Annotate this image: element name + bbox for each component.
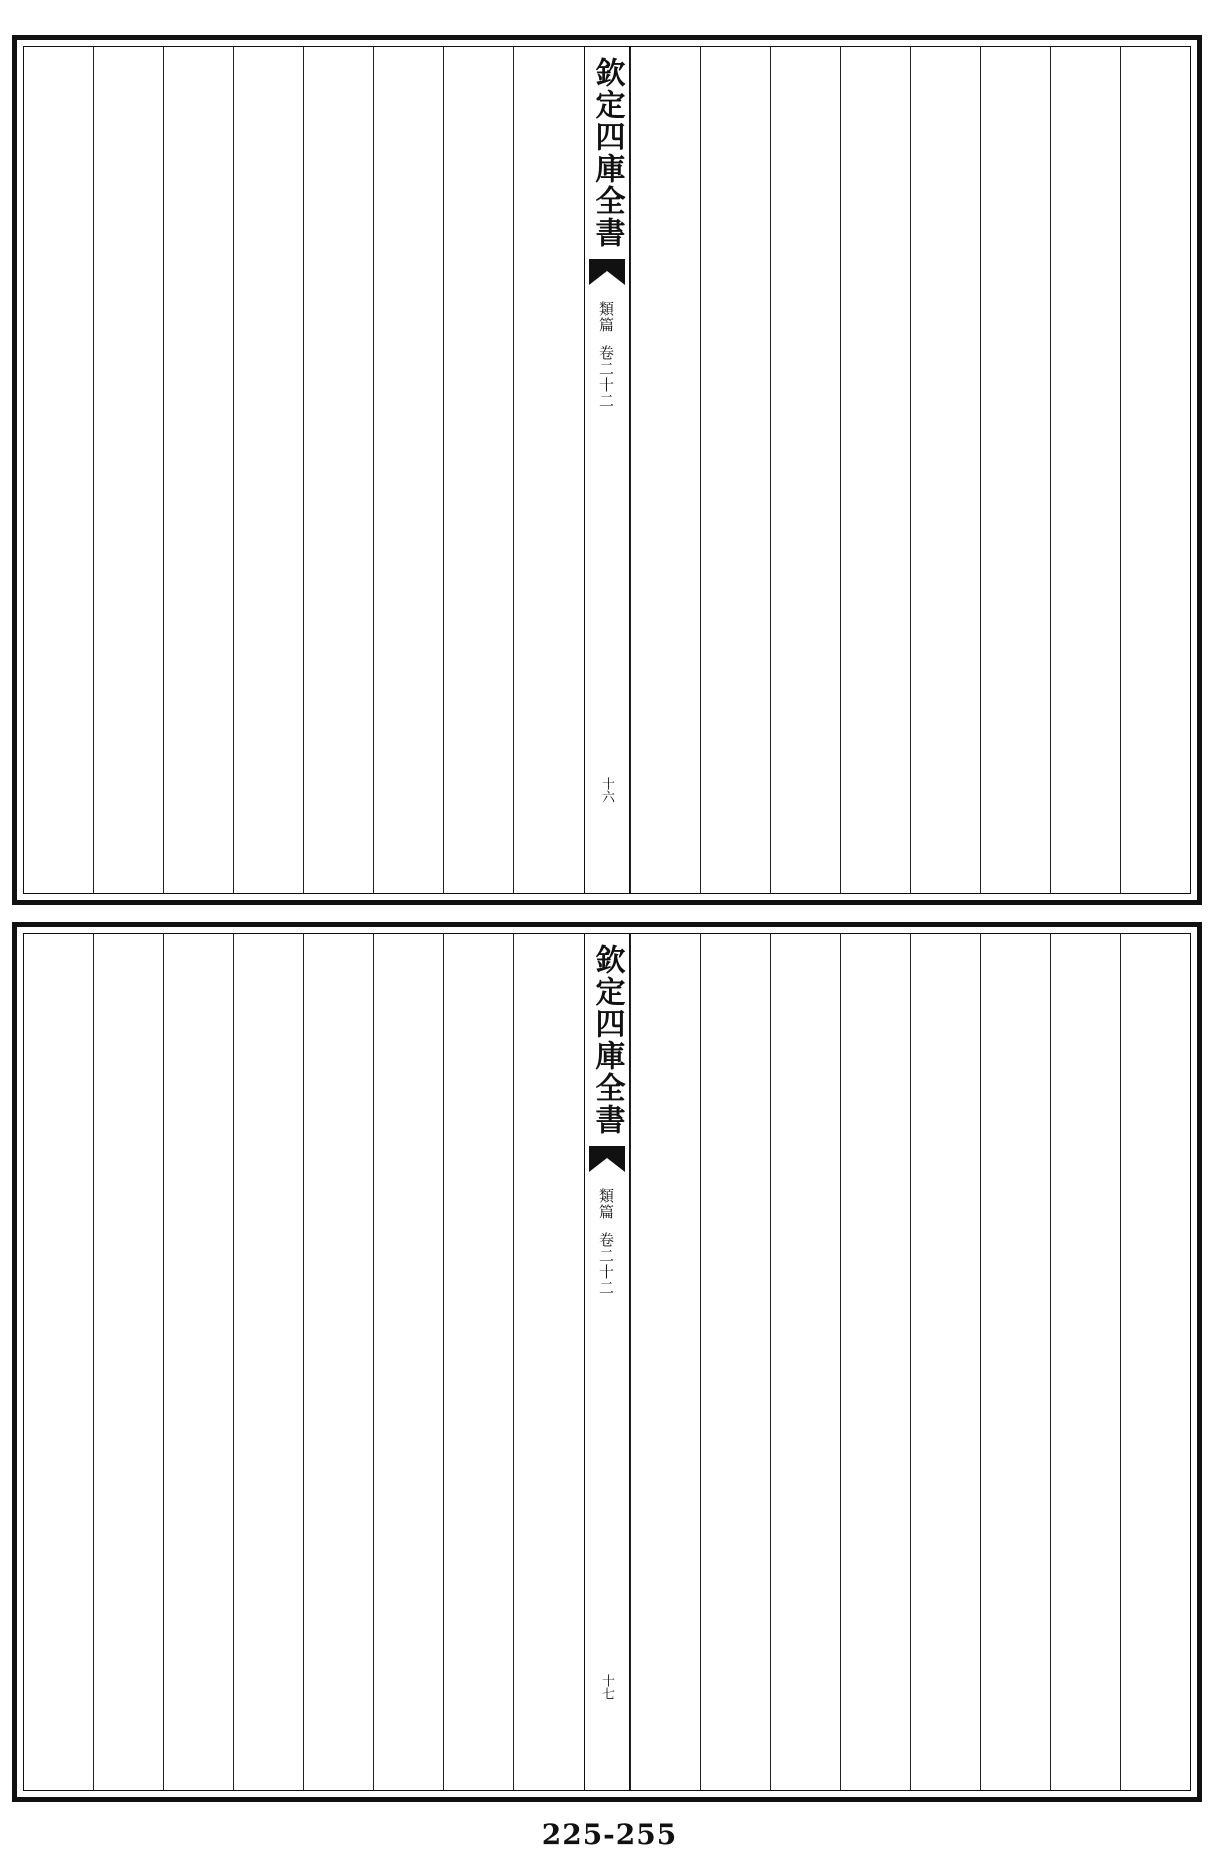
- upper-text-columns: [24, 47, 1190, 893]
- text-column: [163, 934, 233, 1790]
- upper-page-inner-frame: [23, 46, 1191, 894]
- text-column: [770, 934, 840, 1790]
- text-column: [233, 47, 303, 893]
- chapter-label: 卷二十二: [597, 345, 615, 409]
- text-column: [980, 934, 1050, 1790]
- block-heart-column: [584, 934, 630, 1790]
- text-column: [373, 47, 443, 893]
- section-label: 類篇: [597, 1188, 615, 1220]
- text-column: [233, 934, 303, 1790]
- lower-text-columns: [24, 934, 1190, 1790]
- text-column: [163, 47, 233, 893]
- text-column: [840, 47, 910, 893]
- text-column: [24, 47, 93, 893]
- text-column: [303, 934, 373, 1790]
- text-column: [373, 934, 443, 1790]
- text-column: [443, 934, 513, 1790]
- text-column: [1120, 934, 1190, 1790]
- upper-page-panel: [12, 35, 1202, 905]
- lower-page-inner-frame: [23, 933, 1191, 1791]
- fishtail-mark-icon: [589, 1146, 625, 1176]
- text-column: [513, 47, 583, 893]
- text-column: [513, 934, 583, 1790]
- block-heart-column: [584, 47, 630, 893]
- fishtail-mark-icon: [589, 259, 625, 289]
- leaf-number: 十六: [599, 777, 614, 803]
- text-column: [700, 47, 770, 893]
- text-column: [1050, 47, 1120, 893]
- block-heart-title: 欽定四庫全書: [589, 57, 625, 249]
- text-column: [443, 47, 513, 893]
- text-column: [24, 934, 93, 1790]
- text-column: [910, 934, 980, 1790]
- section-label: 類篇: [597, 301, 615, 333]
- text-column: [1120, 47, 1190, 893]
- text-column: [630, 934, 700, 1790]
- block-heart-title: 欽定四庫全書: [589, 944, 625, 1136]
- text-column: [303, 47, 373, 893]
- text-column: [93, 934, 163, 1790]
- text-column: [700, 934, 770, 1790]
- text-column: [1050, 934, 1120, 1790]
- text-column: [770, 47, 840, 893]
- leaf-number: 十七: [599, 1674, 614, 1700]
- text-column: [910, 47, 980, 893]
- text-column: [93, 47, 163, 893]
- text-column: [840, 934, 910, 1790]
- chapter-label: 卷二十二: [597, 1232, 615, 1296]
- text-column: [980, 47, 1050, 893]
- lower-page-panel: [12, 922, 1202, 1802]
- page-number: 225-255: [541, 1818, 678, 1851]
- text-column: [630, 47, 700, 893]
